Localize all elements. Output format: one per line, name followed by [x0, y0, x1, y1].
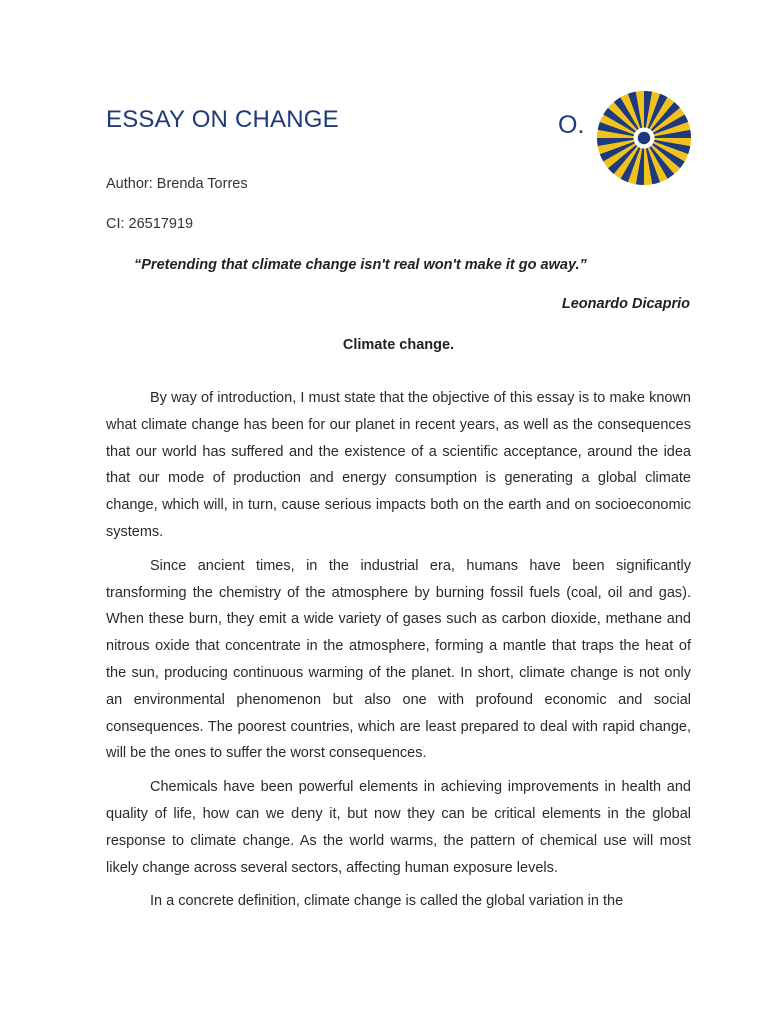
document-title: ESSAY ON CHANGE [106, 106, 339, 133]
section-heading: Climate change. [342, 337, 455, 353]
epigraph-quote: “Pretending that climate change isn't real won't make it go away.” [134, 257, 587, 273]
logo-center-dot [638, 132, 650, 144]
paragraph: Chemicals have been powerful elements in achieving improvements in health and quality of life, how can we deny it, but now they can be critical elements in the global response to climate change. As the world warms, the pattern of chemical use will most likely change across several sectors, affecting human exposure levels. [106, 779, 691, 876]
ci-line: CI: 26517919 [106, 216, 194, 232]
epigraph-author: Leonardo Dicaprio [561, 296, 690, 312]
paragraph: By way of introduction, I must state that the objective of this essay is to make known what climate change has been for our planet in recent years, as well as the consequences that our world has suffered and the existence of a scientific acceptance, around the idea that our mode of production and energy consumption is generating a global climate change, which will, in turn, cause serious impacts both on the earth and on socioeconomic systems. [106, 390, 691, 540]
author-line: Author: Brenda Torres [106, 176, 248, 192]
paragraph: In a concrete definition, climate change is called the global variation in the [150, 893, 624, 910]
logo-letter: O. [558, 111, 585, 139]
sunburst-logo-icon [596, 90, 692, 186]
essay-body [106, 385, 691, 922]
paragraph: Since ancient times, in the industrial era, humans have been significantly transforming the chemistry of the atmosphere by burning fossil fuels (coal, oil and gas). When these burn, they emit a wide variety of gases such as carbon dioxide, methane and nitrous oxide that concentrate in the atmosphere, forming a mantle that traps the heat of the sun, producing continuous warming of the planet. In short, climate change is not only an environmental phenomenon but also one with profound economic and social consequences. The poorest countries, which are least prepared to deal with rapid change, will be the ones to suffer the worst consequences. [106, 557, 691, 762]
